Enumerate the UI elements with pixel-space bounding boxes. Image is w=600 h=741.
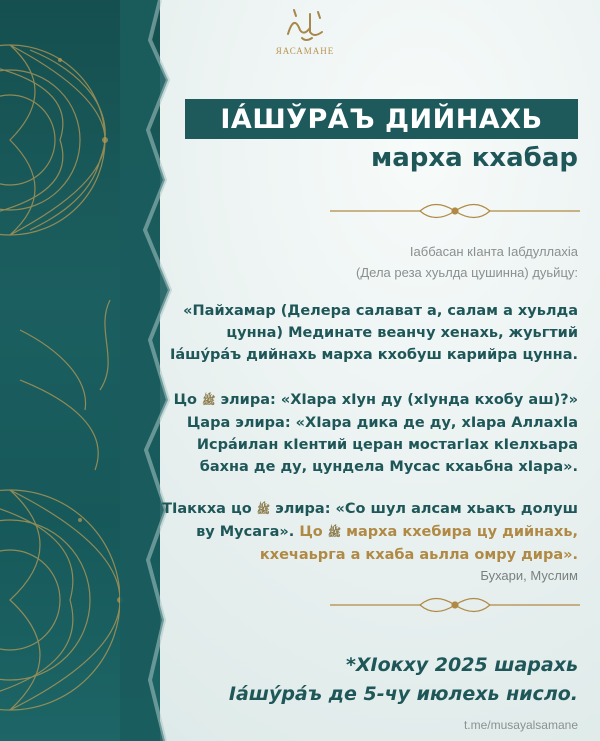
hadith-text: ТIаккха цо bbox=[162, 501, 252, 517]
hadith-paragraph-2 bbox=[174, 389, 578, 478]
note-line: Iáшýрáъ де 5-чу июлехь нисло. bbox=[228, 683, 578, 705]
hadith-text: ву Мусага». bbox=[196, 524, 295, 540]
calligraphy-logo-icon bbox=[280, 6, 330, 44]
hadith-text: элира: «ХIара хIун ду (хIунда кхобу аш)?» bbox=[220, 392, 578, 408]
hadith-highlight: марха кхебира цу дийнахь, bbox=[346, 524, 578, 540]
title-banner bbox=[185, 99, 578, 139]
ornament-divider-icon bbox=[310, 590, 600, 620]
hadith-line: бахна де ду, цундела Мусас кхаьбна хIара». bbox=[199, 459, 578, 475]
narrator-intro bbox=[356, 241, 578, 283]
hadith-line bbox=[162, 498, 578, 521]
brand-logo bbox=[270, 6, 340, 56]
hadith-line: Цара элира: «ХIара дика де ду, хIара АллахIа bbox=[186, 415, 578, 431]
torn-paper-edge bbox=[120, 0, 190, 741]
hadith-line: цунна) Мединате веанчу хенахь, жуьгтий bbox=[226, 325, 578, 341]
hadith-highlight: Цо bbox=[299, 524, 323, 540]
salla-symbol: ﷺ bbox=[256, 503, 271, 516]
salla-symbol: ﷺ bbox=[327, 526, 342, 539]
hadith-line: Iáшýрáъ дийнахь марха кхобуш карийра цунна. bbox=[170, 347, 578, 363]
hadith-text: элира: «Со шул алсам хьакъ долуш bbox=[275, 501, 578, 517]
hadith-text: Цо bbox=[173, 392, 198, 408]
page-subtitle: марха кхабар bbox=[370, 143, 578, 173]
narrator-line: (Дела реза хуьлда цушинна) дуьйцу: bbox=[356, 265, 578, 280]
hadith-paragraph-3 bbox=[162, 498, 578, 566]
brand-name: ЯАСАМАНЕ bbox=[275, 46, 335, 56]
note-line: *ХIокху 2025 шарахь bbox=[345, 654, 578, 676]
page-title: IÁШЎРÁЪ ДИЙНАХЬ bbox=[220, 103, 543, 135]
ornament-divider-icon bbox=[310, 196, 600, 226]
telegram-link[interactable]: t.me/musayalsamane bbox=[463, 718, 578, 732]
hadith-line: кхечаьрга а кхаба аьлла омру дира». bbox=[259, 547, 578, 563]
salla-symbol: ﷺ bbox=[202, 394, 216, 407]
hadith-line: «Пайхамар (Делера салават а, салам а хуьлда bbox=[183, 303, 578, 319]
hadith-source: Бухари, Муслим bbox=[480, 568, 578, 583]
hadith-line: Исрáилан кIентий церан мостагIах кIелхьара bbox=[196, 437, 578, 453]
narrator-line: Iаббасан кIанта Iабдуллахiа bbox=[409, 244, 578, 259]
hadith-line bbox=[162, 521, 578, 544]
hadith-paragraph-1 bbox=[170, 300, 578, 366]
hadith-line bbox=[174, 389, 578, 412]
date-note bbox=[229, 651, 578, 709]
